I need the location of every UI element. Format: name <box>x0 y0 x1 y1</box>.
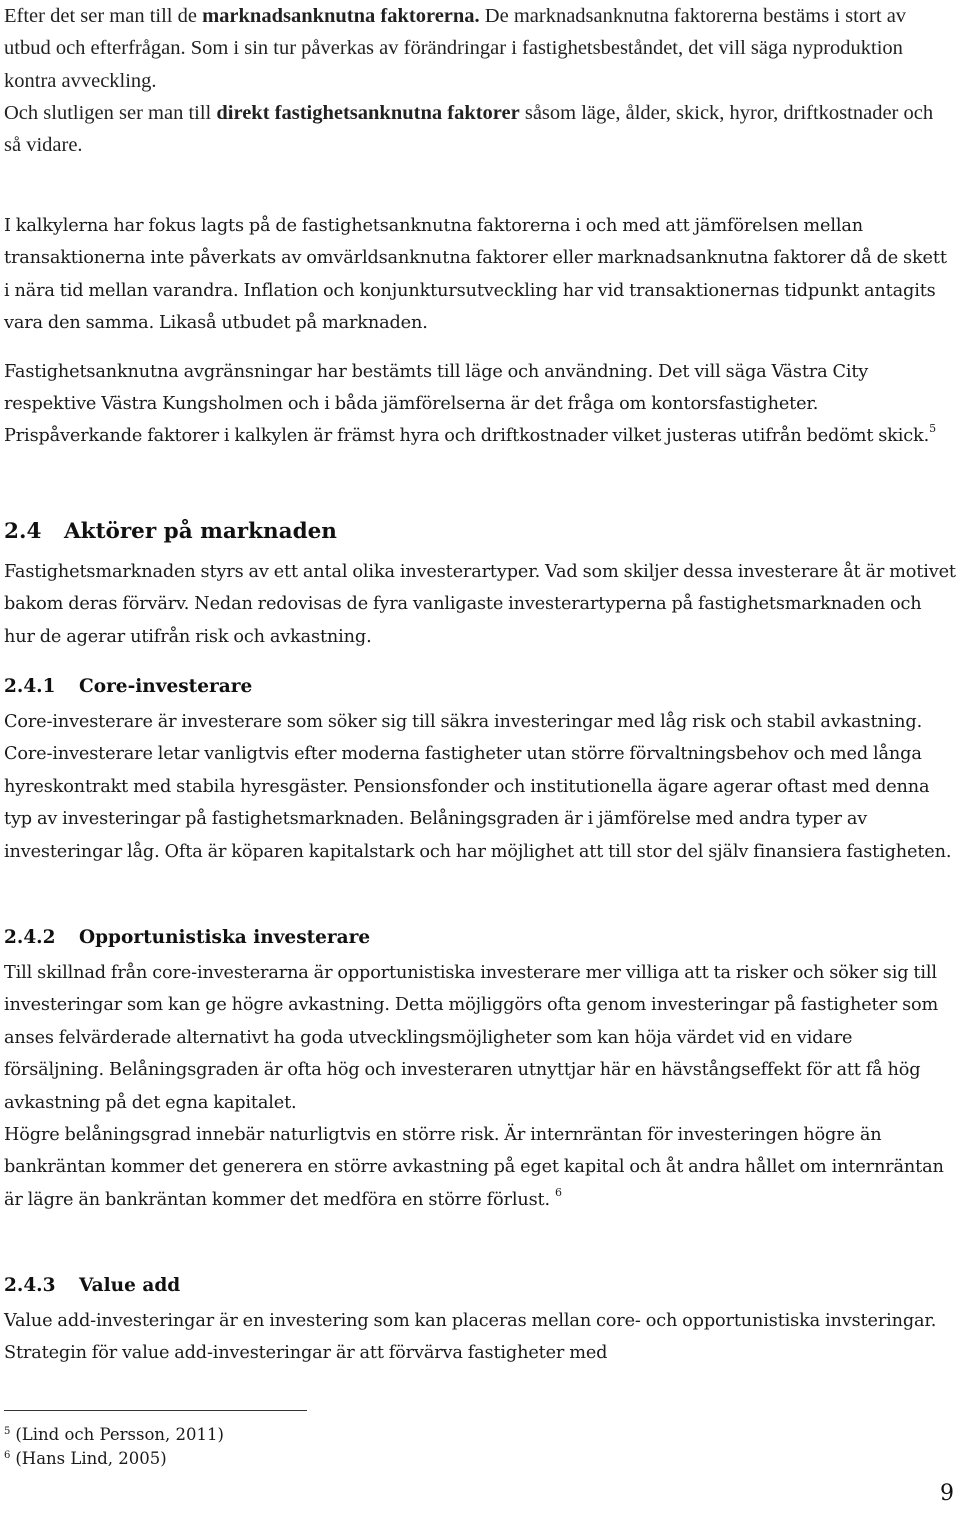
heading-number: 2.4.1 <box>4 676 56 697</box>
heading-2-4 <box>4 519 337 544</box>
footnote-mark: 5 <box>4 1426 11 1437</box>
heading-title: Aktörer på marknaden <box>64 519 337 544</box>
intro-paragraph-property <box>4 97 954 162</box>
footnote-ref-5[interactable]: 5 <box>929 422 936 436</box>
footnote-text: (Lind och Persson, 2011) <box>15 1425 224 1444</box>
intro-text: Och slutligen ser man till <box>4 101 217 124</box>
heading-2-4-1 <box>4 676 252 697</box>
footnote-6 <box>4 1447 224 1471</box>
intro-bold-term: marknadsanknutna faktorerna. <box>202 5 480 27</box>
heading-number: 2.4.2 <box>4 927 56 948</box>
footnote-separator <box>4 1410 307 1411</box>
section-2-4-3-text: Value add-investeringar är en investering som kan placeras mellan core- och opportunistiska invsteringar. Strategin för value add-investeringar är att förvärva fastigheter med <box>4 1311 937 1364</box>
section-2-4-2-text-1: Till skillnad från core-investerarna är opportunistiska investerare mer villiga att ta risker och söker sig till investeringar som kan ge högre avkastning. Detta möjliggörs ofta genom investeringar på fastigheter som anses felvärderade alternativt ha goda utvecklingsmöjligheter som kan höja värdet vid en vidare försäljning. Belåningsgraden är ofta hög och investeraren utnyttjar här en hävstångseffekt för att få hög avkastning på det egna kapitalet. <box>4 963 939 1113</box>
delimitation-text: Fastighetsanknutna avgränsningar har bestämts till läge och användning. Det vill säga Västra City respektive Västra Kungsholmen och i båda jämförelserna är det fråga om kontorsfastigheter. Prispåverkande faktorer i kalkylen är främst hyra och driftkostnader vilket justeras utifrån bedömt skick. <box>4 361 930 447</box>
section-2-4-1-body <box>4 706 956 868</box>
heading-number: 2.4.3 <box>4 1275 56 1296</box>
footnote-ref-6[interactable]: 6 <box>554 1185 562 1199</box>
footnote-5 <box>4 1423 224 1447</box>
intro-text: Efter det ser man till de <box>4 5 203 27</box>
delimitation-paragraph <box>4 356 956 453</box>
intro-paragraphs <box>4 0 954 161</box>
page-number: 9 <box>940 1481 954 1506</box>
section-2-4-3-body <box>4 1305 956 1370</box>
section-2-4-2-text-2 <box>4 1119 956 1216</box>
footnotes <box>4 1423 224 1470</box>
footnote-mark: 6 <box>4 1449 11 1461</box>
heading-title: Opportunistiska investerare <box>79 927 371 948</box>
section-2-4-2-body <box>4 957 956 1216</box>
calculation-section <box>4 210 956 453</box>
footnote-text: (Hans Lind, 2005) <box>15 1448 167 1468</box>
heading-title: Value add <box>79 1275 181 1296</box>
calculation-paragraph: I kalkylerna har fokus lagts på de fastighetsanknutna faktorerna i och med att jämförelsen mellan transaktionerna inte påverkats av omvärldsanknutna faktorer eller marknadsanknutna faktorer då de skett i nära tid mellan varandra. Inflation och konjunktursutveckling har vid transaktionernas tidpunkt antagits vara den samma. Likaså utbudet på marknaden. <box>4 216 947 334</box>
section-2-4-1-text: Core-investerare är investerare som söker sig till säkra investeringar med låg risk och stabil avkastning. Core-investerare letar vanligtvis efter moderna fastigheter utan större förvaltningsbehov och med långa hyreskontrakt med stabila hyresgäster. Pensionsfonder och institutionella ägare agerar oftast med denna typ av investeringar på fastighetsmarknaden. Belåningsgraden är i jämförelse med andra typer av investeringar låg. Ofta är köparen kapitalstark och har möjlighet att till stor del själv finansiera fastigheten. <box>4 712 952 862</box>
heading-2-4-2 <box>4 927 370 948</box>
intro-text: De marknadsanknutna faktorerna bestäms i stort av utbud och efterfrågan. Som i sin tur påverkas av förändringar i fastighetsbeståndet, det vill säga nyproduktion kontra avveckling. <box>4 5 907 92</box>
intro-bold-term: direkt fastighetsanknutna faktorer <box>216 101 520 124</box>
section-2-4-text: Fastighetsmarknaden styrs av ett antal olika investerartyper. Vad som skiljer dessa investerare åt är motivet bakom deras förvärv. Nedan redovisas de fyra vanligaste investerartyperna på fastighetsmarknaden och hur de agerar utifrån risk och avkastning. <box>4 562 956 647</box>
section-2-4-2-text-2-body: Högre belåningsgrad innebär naturligtvis en större risk. Är internräntan för investeringen högre än bankräntan kommer det generera en större avkastning på eget kapital och åt andra hållet om internräntan är lägre än bankräntan kommer det medföra en större förlust. <box>4 1125 944 1210</box>
heading-number: 2.4 <box>4 519 42 544</box>
section-2-4-body <box>4 556 956 653</box>
intro-paragraph-market <box>4 0 954 97</box>
heading-title: Core-investerare <box>79 676 253 697</box>
heading-2-4-3 <box>4 1275 180 1296</box>
intro-text: såsom läge, ålder, skick, hyror, driftkostnader och så vidare. <box>4 101 934 157</box>
